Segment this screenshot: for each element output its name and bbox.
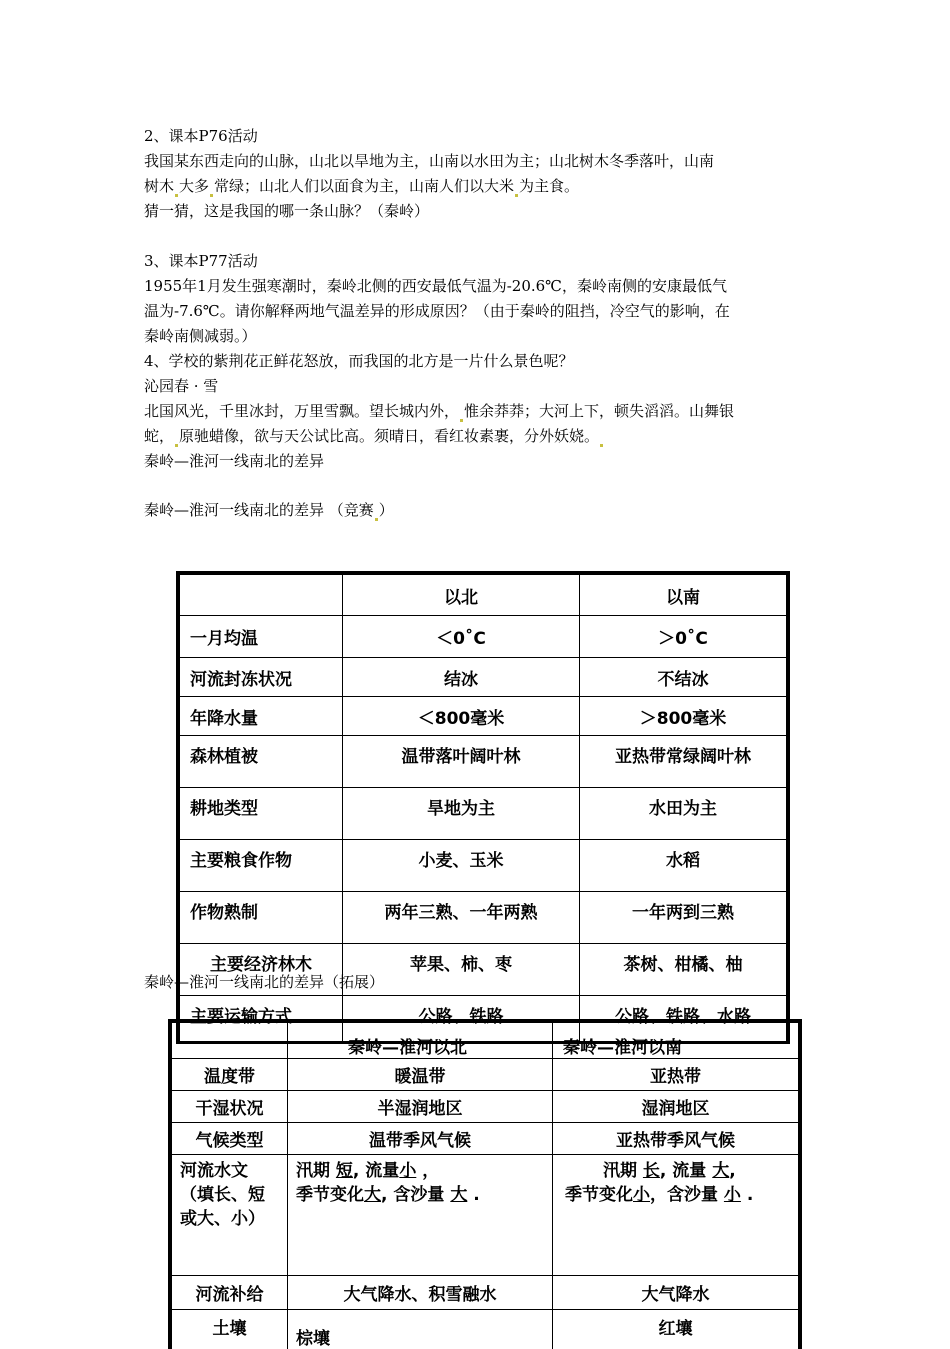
table-row bbox=[172, 1123, 799, 1155]
text-segment: 秦岭—淮河一线南北的差异 （竞赛 bbox=[144, 501, 374, 519]
section-heading-extension: 秦岭—淮河一线南北的差异（拓展） bbox=[144, 970, 384, 995]
north-value: 两年三熟、一年两熟 bbox=[343, 892, 580, 944]
text-segment: , 含沙量 bbox=[381, 1185, 444, 1205]
paragraph-activity-p76-title: 2、课本P76活动 bbox=[144, 124, 808, 149]
north-value: 温带落叶阔叶林 bbox=[343, 736, 580, 788]
highlight-mark bbox=[210, 194, 213, 197]
north-value: 公路、铁路 bbox=[343, 996, 580, 1045]
text-segment: , 流量 bbox=[353, 1161, 399, 1181]
south-value: 茶树、柑橘、柚 bbox=[580, 944, 787, 996]
row-label: 森林植被 bbox=[180, 736, 343, 788]
text-segment: 蛇， bbox=[144, 427, 174, 445]
table-row bbox=[172, 1276, 799, 1310]
table-header-north: 以北 bbox=[343, 575, 580, 616]
table-header-south: 秦岭—淮河以南 bbox=[553, 1023, 799, 1059]
row-label: 气候类型 bbox=[172, 1123, 288, 1155]
text-segment: 季节变化 bbox=[565, 1185, 633, 1205]
row-label: 河流水文（填长、短或大、小） bbox=[172, 1155, 288, 1276]
text-segment: 季节变化 bbox=[296, 1185, 364, 1205]
north-value: 旱地为主 bbox=[343, 788, 580, 840]
table-row bbox=[180, 788, 787, 840]
north-hydrology-line-1 bbox=[296, 1159, 544, 1183]
south-value: ＞0˚C bbox=[580, 616, 787, 658]
paragraph-cold-wave: 1955年1月发生强寒潮时，秦岭北侧的西安最低气温为-20.6℃，秦岭南侧的安康最低气 bbox=[144, 274, 808, 299]
answer-blank: 小 bbox=[633, 1185, 650, 1205]
poem-title: 沁园春 · 雪 bbox=[144, 374, 808, 399]
answer-blank: 短 bbox=[336, 1161, 353, 1181]
text-segment: 树木 bbox=[144, 177, 174, 195]
south-value: 亚热带常绿阔叶林 bbox=[580, 736, 787, 788]
row-label: 耕地类型 bbox=[180, 788, 343, 840]
answer-blank: 大 bbox=[712, 1161, 729, 1181]
north-value: ＜0˚C bbox=[343, 616, 580, 658]
text-segment: 惟余莽莽；大河上下，顿失滔滔。山舞银 bbox=[464, 402, 734, 420]
south-value: 亚热带季风气候 bbox=[553, 1123, 799, 1155]
south-value: 水田为主 bbox=[580, 788, 787, 840]
north-value: 棕壤 bbox=[288, 1310, 553, 1349]
row-label: 主要粮食作物 bbox=[180, 840, 343, 892]
comparison-table-extension bbox=[168, 1019, 802, 1349]
south-value: 湿润地区 bbox=[553, 1091, 799, 1123]
south-value: 不结冰 bbox=[580, 658, 787, 697]
north-hydrology bbox=[288, 1155, 553, 1276]
text-segment: , 流量 bbox=[660, 1161, 706, 1181]
text-segment: 大多 bbox=[179, 177, 209, 195]
highlight-mark bbox=[600, 444, 603, 447]
south-hydrology-line-1 bbox=[565, 1159, 790, 1183]
highlight-mark bbox=[375, 518, 378, 521]
answer-blank: 大 bbox=[364, 1185, 381, 1205]
poem-line-2 bbox=[144, 424, 808, 449]
text-segment: 北国风光，千里冰封，万里雪飘。望长城内外， bbox=[144, 402, 459, 420]
table-cell bbox=[172, 1023, 288, 1059]
text-segment: ，含沙量 bbox=[650, 1185, 718, 1205]
text-segment: . bbox=[467, 1185, 479, 1205]
table-row bbox=[180, 892, 787, 944]
table-row bbox=[172, 1310, 799, 1349]
north-value: 苹果、柿、枣 bbox=[343, 944, 580, 996]
paragraph-mountain-description-cont bbox=[144, 174, 808, 199]
row-label: 主要经济林木 bbox=[180, 944, 343, 996]
paragraph-cold-wave-cont: 温为-7.6℃。请你解释两地气温差异的形成原因？（由于秦岭的阻挡，冷空气的影响，在 bbox=[144, 299, 808, 324]
text-segment: ） bbox=[379, 501, 394, 519]
table-header-north: 秦岭—淮河以北 bbox=[288, 1023, 553, 1059]
table-row bbox=[180, 658, 787, 697]
row-label: 土壤 bbox=[172, 1310, 288, 1349]
table-row bbox=[180, 616, 787, 658]
table-cell bbox=[180, 575, 343, 616]
north-value: ＜800毫米 bbox=[343, 697, 580, 736]
row-label: 温度带 bbox=[172, 1059, 288, 1091]
table-row-hydrology bbox=[172, 1155, 799, 1276]
text-segment: 原驰蜡像，欲与天公试比高。须晴日，看红妆素裹，分外妖娆。 bbox=[179, 427, 599, 445]
text-segment: 常绿；山北人们以面食为主，山南人们以大米 bbox=[214, 177, 514, 195]
table-row bbox=[172, 1091, 799, 1123]
row-label: 主要运输方式 bbox=[180, 996, 343, 1045]
row-label: 一月均温 bbox=[180, 616, 343, 658]
answer-blank: 小 bbox=[399, 1161, 416, 1181]
south-value: 大气降水 bbox=[553, 1276, 799, 1310]
highlight-mark bbox=[175, 444, 178, 447]
text-segment: 汛期 bbox=[296, 1161, 330, 1181]
text-segment: 汛期 bbox=[603, 1161, 637, 1181]
row-label: 河流补给 bbox=[172, 1276, 288, 1310]
table-row bbox=[172, 1059, 799, 1091]
table-row bbox=[180, 736, 787, 788]
north-value: 大气降水、积雪融水 bbox=[288, 1276, 553, 1310]
text-segment: ， bbox=[416, 1161, 439, 1181]
row-label: 河流封冻状况 bbox=[180, 658, 343, 697]
poem-line-1 bbox=[144, 399, 808, 424]
row-label: 作物熟制 bbox=[180, 892, 343, 944]
highlight-mark bbox=[175, 194, 178, 197]
north-value: 结冰 bbox=[343, 658, 580, 697]
highlight-mark bbox=[460, 419, 463, 422]
south-value: 红壤 bbox=[553, 1310, 799, 1349]
south-hydrology-line-2 bbox=[565, 1183, 790, 1207]
table-header-row bbox=[172, 1023, 799, 1059]
north-value: 温带季风气候 bbox=[288, 1123, 553, 1155]
answer-blank: 小 bbox=[724, 1185, 741, 1205]
north-value: 小麦、玉米 bbox=[343, 840, 580, 892]
paragraph-question-4: 4、学校的紫荆花正鲜花怒放，而我国的北方是一片什么景色呢？ bbox=[144, 349, 808, 374]
table-row bbox=[180, 840, 787, 892]
highlight-mark bbox=[515, 194, 518, 197]
answer-blank: 大 bbox=[450, 1185, 467, 1205]
row-label: 年降水量 bbox=[180, 697, 343, 736]
paragraph-cold-wave-end: 秦岭南侧减弱。） bbox=[144, 324, 808, 349]
text-segment: , bbox=[729, 1161, 735, 1181]
paragraph-activity-p77-title: 3、课本P77活动 bbox=[144, 249, 808, 274]
section-heading-competition bbox=[144, 498, 808, 523]
north-value: 暖温带 bbox=[288, 1059, 553, 1091]
north-hydrology-line-2 bbox=[296, 1183, 544, 1207]
table-header-south: 以南 bbox=[580, 575, 787, 616]
paragraph-guess-question: 猜一猜，这是我国的哪一条山脉？（秦岭） bbox=[144, 199, 808, 224]
south-hydrology bbox=[553, 1155, 799, 1276]
paragraph-mountain-description: 我国某东西走向的山脉，山北以旱地为主，山南以水田为主；山北树木冬季落叶，山南 bbox=[144, 149, 808, 174]
table-row bbox=[180, 697, 787, 736]
south-value: 公路、铁路、水路 bbox=[580, 996, 787, 1045]
text-segment: 为主食。 bbox=[519, 177, 579, 195]
table-header-row bbox=[180, 575, 787, 616]
text-segment: . bbox=[741, 1185, 753, 1205]
section-heading: 秦岭—淮河一线南北的差异 bbox=[144, 449, 808, 474]
row-label: 干湿状况 bbox=[172, 1091, 288, 1123]
south-value: 一年两到三熟 bbox=[580, 892, 787, 944]
south-value: ＞800毫米 bbox=[580, 697, 787, 736]
north-value: 半湿润地区 bbox=[288, 1091, 553, 1123]
south-value: 亚热带 bbox=[553, 1059, 799, 1091]
answer-blank: 长 bbox=[643, 1161, 660, 1181]
south-value: 水稻 bbox=[580, 840, 787, 892]
